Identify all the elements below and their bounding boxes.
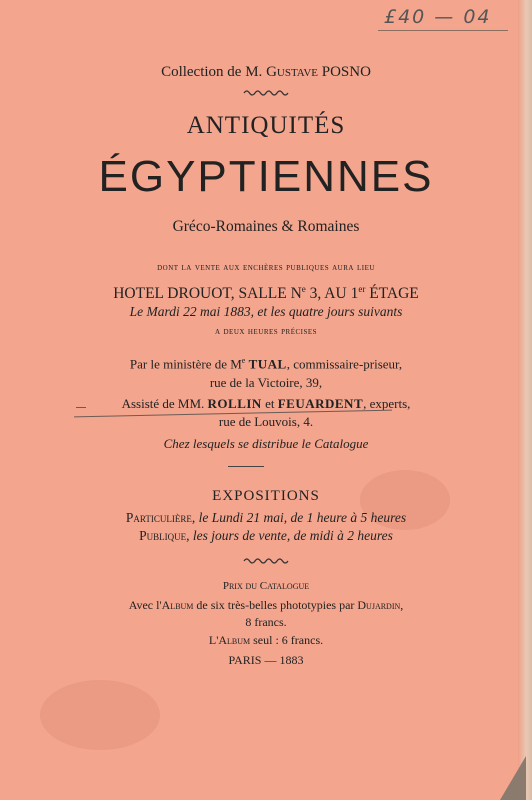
- title-antiquites: ANTIQUITÉS: [186, 112, 346, 139]
- auctioneer-line: Par le ministère de Me TUAL, commissaire-priseur,: [129, 356, 403, 372]
- experts-line: Assisté de MM. ROLLIN et FEUARDENT, experts,: [121, 396, 411, 411]
- ornament-divider: [0, 84, 532, 102]
- distribution-line: Chez lesquels se distribue le Catalogue: [163, 436, 369, 451]
- sale-intro: dont la vente aux enchères publiques aura lieu: [157, 262, 375, 273]
- pencil-price-note: £40 — 04: [384, 6, 492, 28]
- collection-line: Collection de M. Gustave POSNO: [161, 64, 371, 80]
- exposition-private: Particulière, le Lundi 21 mai, de 1 heure à 5 heures: [125, 510, 407, 525]
- price-label: Prix du Catalogue: [222, 580, 310, 592]
- paper-stain: [40, 680, 160, 750]
- auctioneer-address: rue de la Victoire, 39,: [209, 375, 323, 390]
- price-album-line: Avec l'Album de six très-belles phototypies par Dujardin,: [128, 598, 404, 612]
- expositions-title: EXPOSITIONS: [212, 488, 320, 504]
- price-album-amount: 8 francs.: [245, 615, 287, 629]
- sale-hour: a deux heures précises: [214, 326, 318, 337]
- experts-address: rue de Louvois, 4.: [218, 414, 314, 429]
- ornament-divider: [0, 552, 532, 570]
- sale-date: Le Mardi 22 mai 1883, et les quatre jours suivants: [129, 304, 403, 319]
- short-rule: [228, 466, 264, 467]
- title-egyptiennes: ÉGYPTIENNES: [98, 152, 434, 201]
- imprint: PARIS — 1883: [228, 653, 304, 667]
- pencil-underline: [378, 30, 508, 31]
- exposition-public: Publique, les jours de vente, de midi à 2 heures: [139, 528, 393, 543]
- subtitle: Gréco-Romaines & Romaines: [172, 218, 360, 235]
- price-album-only: L'Album seul : 6 francs.: [208, 633, 324, 647]
- pencil-mark: [76, 407, 86, 408]
- venue-line: HOTEL DROUOT, SALLE $N^e$ 3, AU 1er ÉTAGE: [113, 284, 419, 303]
